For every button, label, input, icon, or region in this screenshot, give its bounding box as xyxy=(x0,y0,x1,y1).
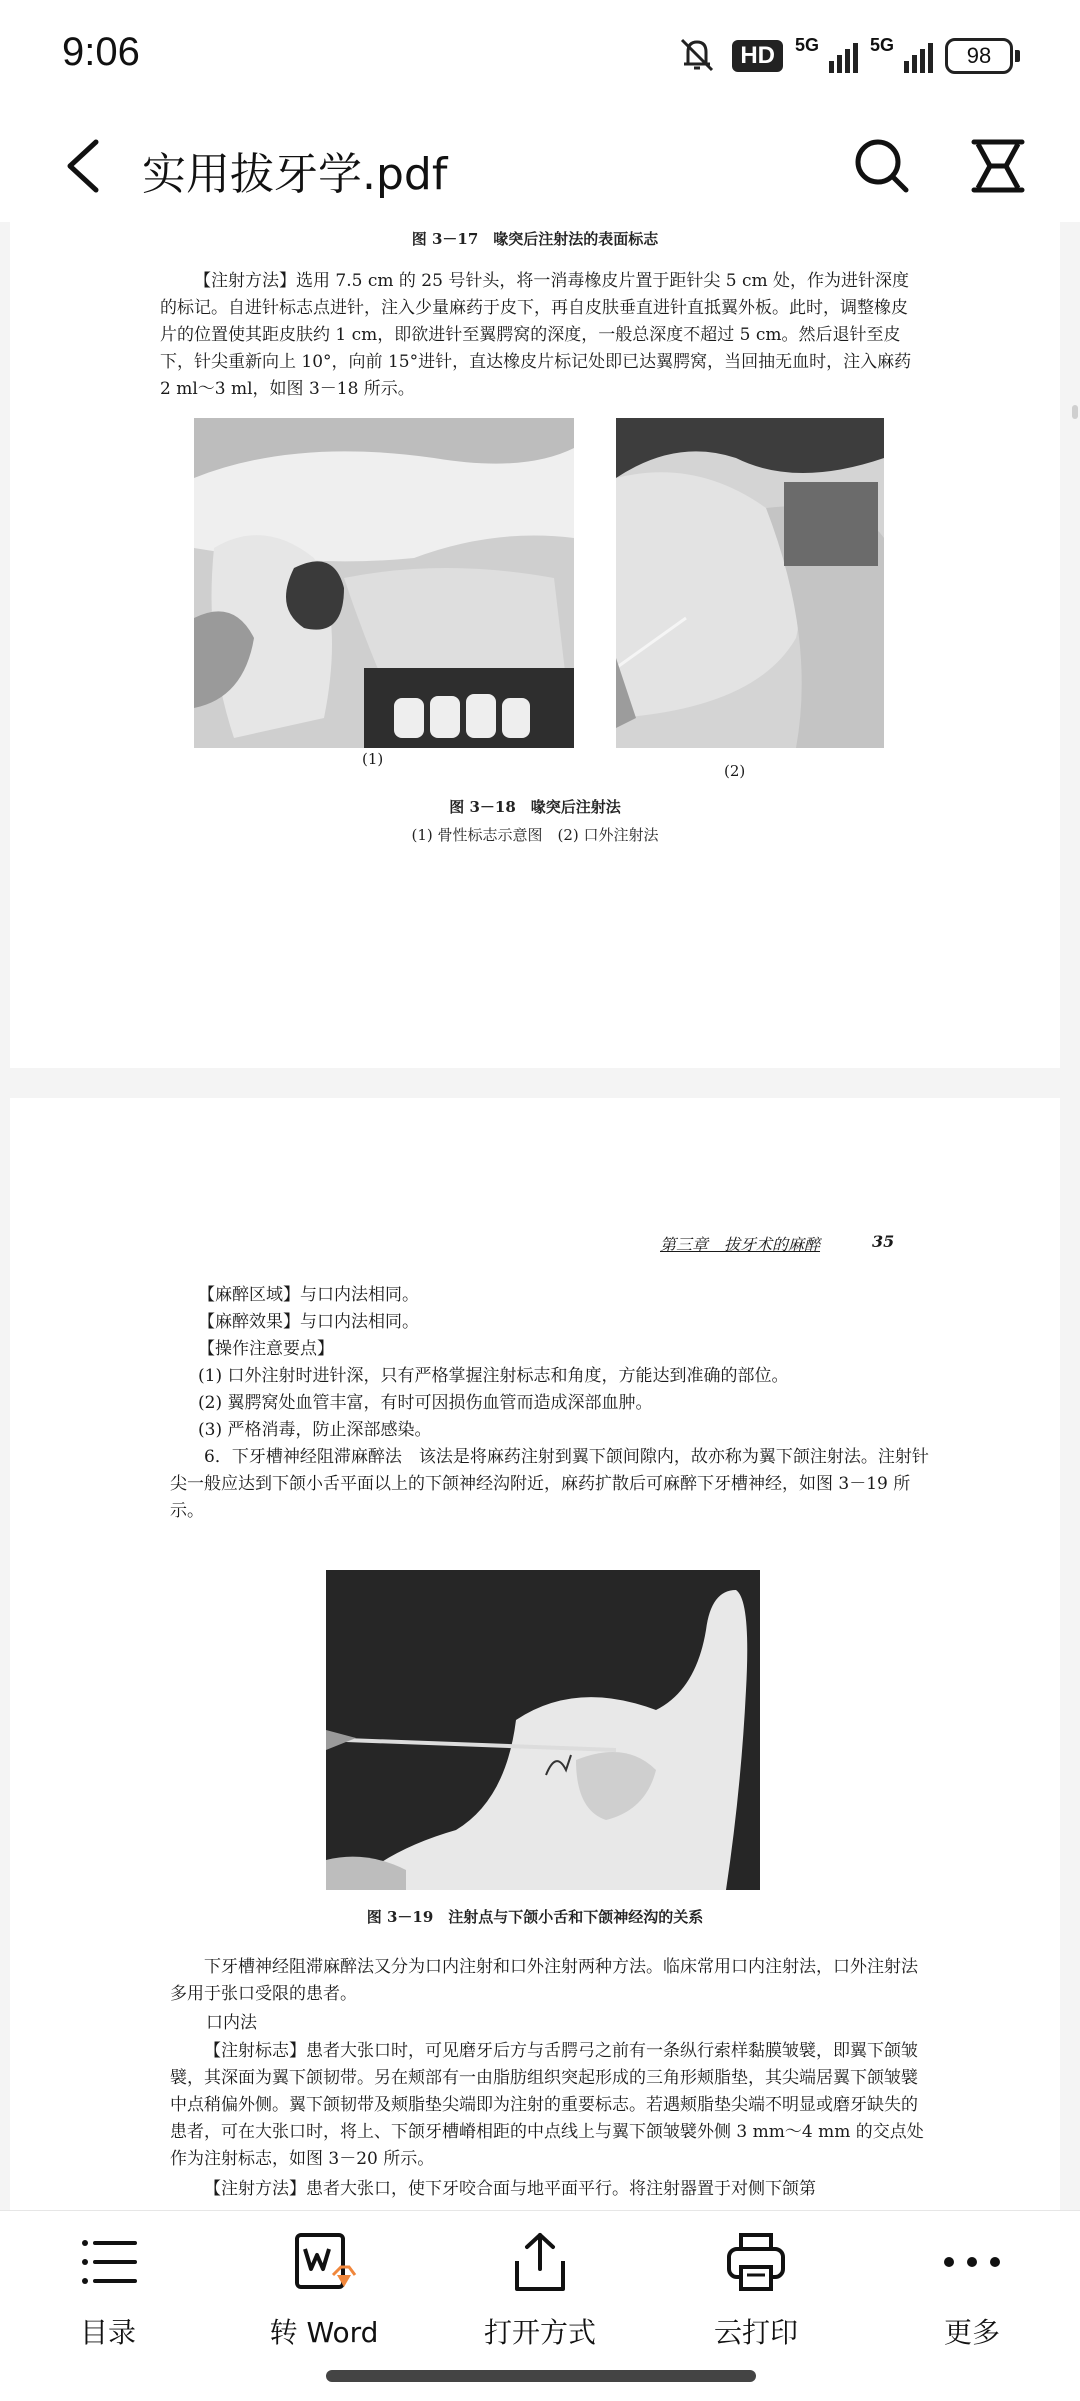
running-header: 第三章 拔牙术的麻醉 xyxy=(660,1235,821,1254)
more-icon xyxy=(937,2227,1007,2297)
word-convert-icon xyxy=(289,2227,359,2297)
hd-icon: HD xyxy=(732,40,783,72)
skull-photo xyxy=(194,418,574,748)
signal-2-label: 5G xyxy=(870,35,895,55)
page-number: 35 xyxy=(872,1232,895,1251)
injection-photo xyxy=(616,418,884,748)
search-icon xyxy=(850,134,914,198)
signal-icon-2 xyxy=(870,35,933,73)
figure-subcaption: (1) 骨性标志示意图 (2) 口外注射法 xyxy=(411,826,659,844)
open-with-button[interactable] xyxy=(440,2227,640,2347)
section-6-paragraph: 6．下牙槽神经阻滞麻醉法 该法是将麻药注射到翼下颌间隙内，故亦称为翼下颌注射法。注射针尖一般应达到下颌小舌平面以上的下颌神经沟附近，麻药扩散后可麻醉下牙槽神经，如图 3－19 所示。 xyxy=(170,1447,929,1521)
title-bar xyxy=(0,110,1080,222)
pdf-page[interactable] xyxy=(10,222,1060,1068)
mute-icon xyxy=(674,34,720,78)
text-line: 【操作注意要点】 xyxy=(198,1339,334,1359)
paragraph-injection-method: 【注射方法】选用 7.5 cm 的 25 号针头，将一消毒橡皮片置于距针尖 5 cm 处，作为进针深度的标记。自进针标志点进针，注入少量麻药于皮下，再自皮肤垂直进针直抵翼外板。此时，调整橡皮片的位置使其距皮肤约 1 cm，即欲进针至翼腭窝的深度，一般总深度不超过 5 cm。然后退针至皮下，针尖重新向上 10°，向前 15°进针，直达橡皮片标记处即已达翼腭窝，当回抽无血时，注入麻药 2 ml～3 ml，如图 3－18 所示。 xyxy=(160,271,912,399)
text-line: (3) 严格消毒，防止深部感染。 xyxy=(198,1420,432,1440)
notes-block xyxy=(198,1282,938,1444)
expand-button[interactable] xyxy=(968,134,1028,198)
paragraph-landmark: 【注射标志】患者大张口时，可见磨牙后方与舌腭弓之前有一条纵行索样黏膜皱襞，即翼下颌皱襞，其深面为翼下颌韧带。另在颊部有一由脂肪组织突起形成的三角形颊脂垫，其尖端居翼下颌皱襞中点稍偏外侧。翼下颌韧带及颊脂垫尖端即为注射的重要标志。若遇颊脂垫尖端不明显或磨牙缺失的患者，可在大张口时，将上、下颌牙槽嵴相距的中点线上与翼下颌皱襞外侧 3 mm～4 mm 的交点处作为注射标志，如图 3－20 所示。 xyxy=(170,2041,924,2169)
toc-button[interactable] xyxy=(8,2227,208,2347)
figure-caption: 图 3－17 喙突后注射法的表面标志 xyxy=(411,230,659,248)
text-line: 【麻醉效果】与口内法相同。 xyxy=(198,1312,419,1332)
cloud-print-button[interactable] xyxy=(656,2227,856,2347)
signal-1-label: 5G xyxy=(795,35,820,55)
share-icon xyxy=(505,2227,575,2297)
status-time: 9:06 xyxy=(62,30,140,74)
list-icon xyxy=(73,2227,143,2297)
status-icons xyxy=(674,34,1020,78)
battery-level: 98 xyxy=(945,38,1013,74)
back-arrow-icon xyxy=(56,134,116,198)
more-label: 更多 xyxy=(943,2316,1000,2349)
more-button[interactable] xyxy=(872,2227,1072,2347)
figure-caption: 图 3－19 注射点与下颌小舌和下颌神经沟的关系 xyxy=(366,1908,704,1926)
back-button[interactable] xyxy=(56,134,116,198)
text-line: (2) 翼腭窝处血管丰富，有时可因损伤血管而造成深部血肿。 xyxy=(198,1393,653,1413)
mandible-photo xyxy=(326,1570,760,1890)
battery-icon xyxy=(945,38,1020,74)
printer-icon xyxy=(721,2227,791,2297)
convert-word-label: 转 Word xyxy=(269,2316,379,2349)
paragraph-method-cut: 【注射方法】患者大张口，使下牙咬合面与地平面平行。将注射器置于对侧下颌第 xyxy=(204,2179,816,2199)
document-title: 实用拔牙学.pdf xyxy=(142,149,448,200)
convert-word-button[interactable] xyxy=(224,2227,424,2347)
photo-label: (2) xyxy=(724,762,746,780)
figure-caption: 图 3－18 喙突后注射法 xyxy=(449,798,621,816)
status-bar xyxy=(0,0,1080,110)
paragraph-methods: 下牙槽神经阻滞麻醉法又分为口内注射和口外注射两种方法。临床常用口内注射法，口外注射法多用于张口受限的患者。 xyxy=(170,1957,918,2004)
home-indicator[interactable] xyxy=(326,2370,756,2382)
signal-icon xyxy=(795,35,858,73)
toc-label: 目录 xyxy=(79,2316,136,2349)
text-line: (1) 口外注射时进针深，只有严格掌握注射标志和角度，方能达到准确的部位。 xyxy=(198,1366,789,1386)
open-with-label: 打开方式 xyxy=(483,2316,596,2349)
text-line: 【麻醉区域】与口内法相同。 xyxy=(198,1285,419,1305)
expand-icon xyxy=(968,134,1028,198)
cloud-print-label: 云打印 xyxy=(713,2316,798,2349)
search-button[interactable] xyxy=(850,134,914,198)
scrollbar-thumb[interactable] xyxy=(1072,405,1078,419)
subheading-intraoral: 口内法 xyxy=(206,2013,257,2033)
pdf-page[interactable] xyxy=(10,1098,1060,2210)
photo-label: (1) xyxy=(362,750,384,768)
